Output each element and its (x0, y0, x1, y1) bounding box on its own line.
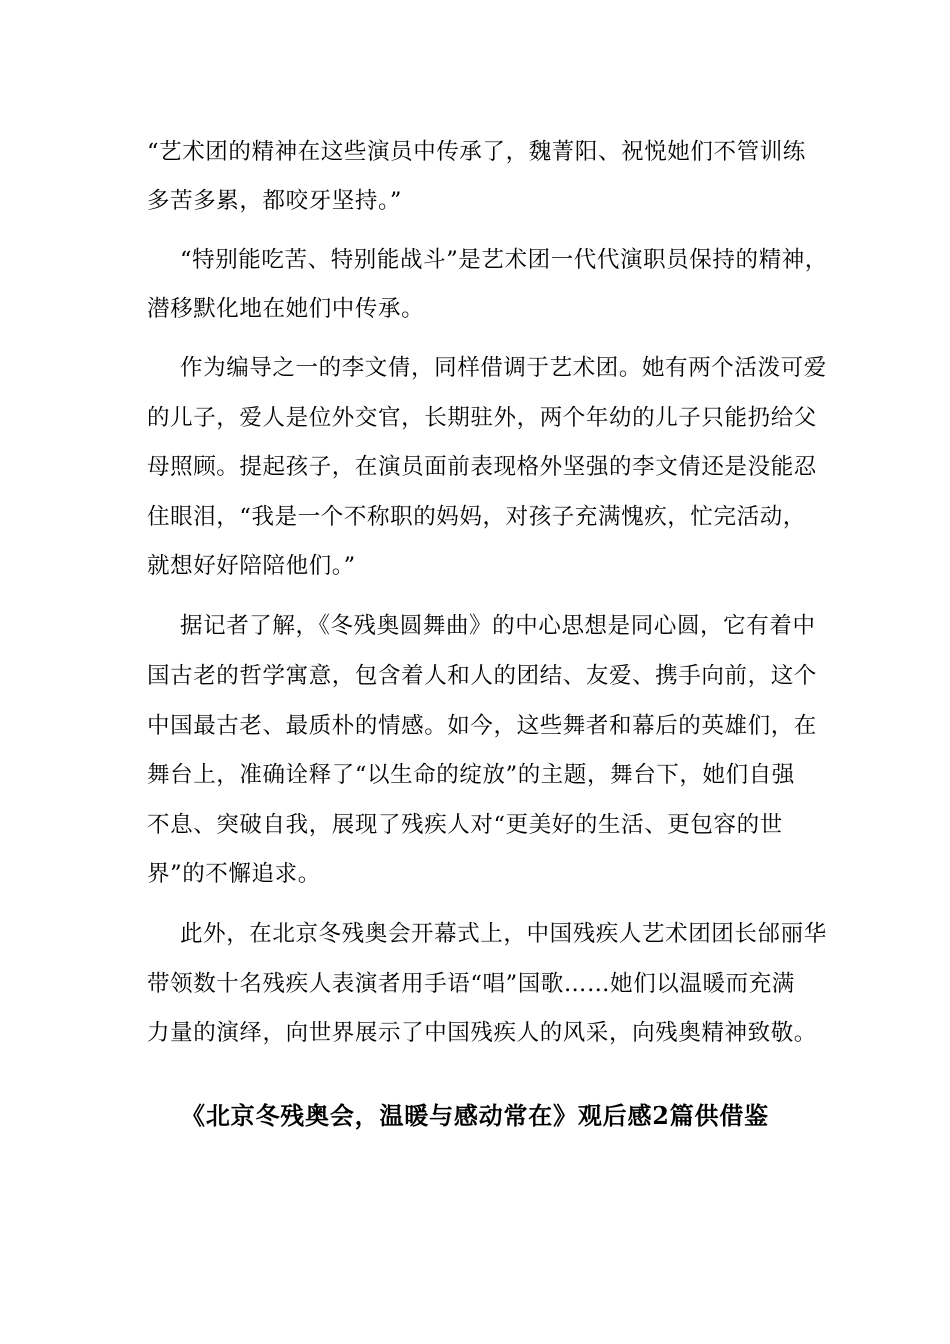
paragraph-5-line-1: 此外，在北京冬残奥会开幕式上，中国残疾人艺术团团长邰丽华 (180, 921, 827, 947)
paragraph-3-line-2: 的儿子，爱人是位外交官，长期驻外，两个年幼的儿子只能扔给父 (147, 405, 817, 431)
paragraph-4-line-6: 界”的不懈追求。 (147, 861, 321, 887)
paragraph-5-line-3: 力量的演绎，向世界展示了中国残疾人的风采，向残奥精神致敬。 (147, 1020, 817, 1046)
paragraph-3-line-5: 就想好好陪陪他们。” (147, 553, 356, 579)
section-heading: 《北京冬残奥会，温暖与感动常在》观后感2篇供借鉴 (181, 1101, 769, 1130)
paragraph-3-line-1: 作为编导之一的李文倩，同样借调于艺术团。她有两个活泼可爱 (180, 355, 827, 381)
paragraph-4-line-4: 舞台上，准确诠释了“以生命的绽放”的主题，舞台下，她们自强 (147, 762, 795, 788)
paragraph-1-line-2: 多苦多累，都咬牙坚持。” (147, 188, 402, 214)
paragraph-4-line-1: 据记者了解，《冬残奥圆舞曲》的中心思想是同心圆，它有着中 (180, 613, 816, 639)
paragraph-4-line-3: 中国最古老、最质朴的情感。如今，这些舞者和幕后的英雄们，在 (147, 713, 817, 739)
paragraph-3-line-3: 母照顾。提起孩子，在演员面前表现格外坚强的李文倩还是没能忍 (147, 454, 817, 480)
paragraph-2-line-1: “特别能吃苦、特别能战斗”是艺术团一代代演职员保持的精神， (180, 247, 828, 273)
paragraph-4-line-2: 国古老的哲学寓意，包含着人和人的团结、友爱、携手向前，这个 (147, 663, 817, 689)
paragraph-5-line-2: 带领数十名残疾人表演者用手语“唱”国歌……她们以温暖而充满 (147, 971, 795, 997)
paragraph-2-line-2: 潜移默化地在她们中传承。 (147, 296, 425, 322)
paragraph-4-line-5: 不息、突破自我，展现了残疾人对“更美好的生活、更包容的世 (147, 812, 783, 838)
paragraph-3-line-4: 住眼泪，“我是一个不称职的妈妈，对孩子充满愧疚，忙完活动， (147, 504, 806, 530)
paragraph-1-line-1: “艺术团的精神在这些演员中传承了，魏菁阳、祝悦她们不管训练 (147, 139, 806, 165)
